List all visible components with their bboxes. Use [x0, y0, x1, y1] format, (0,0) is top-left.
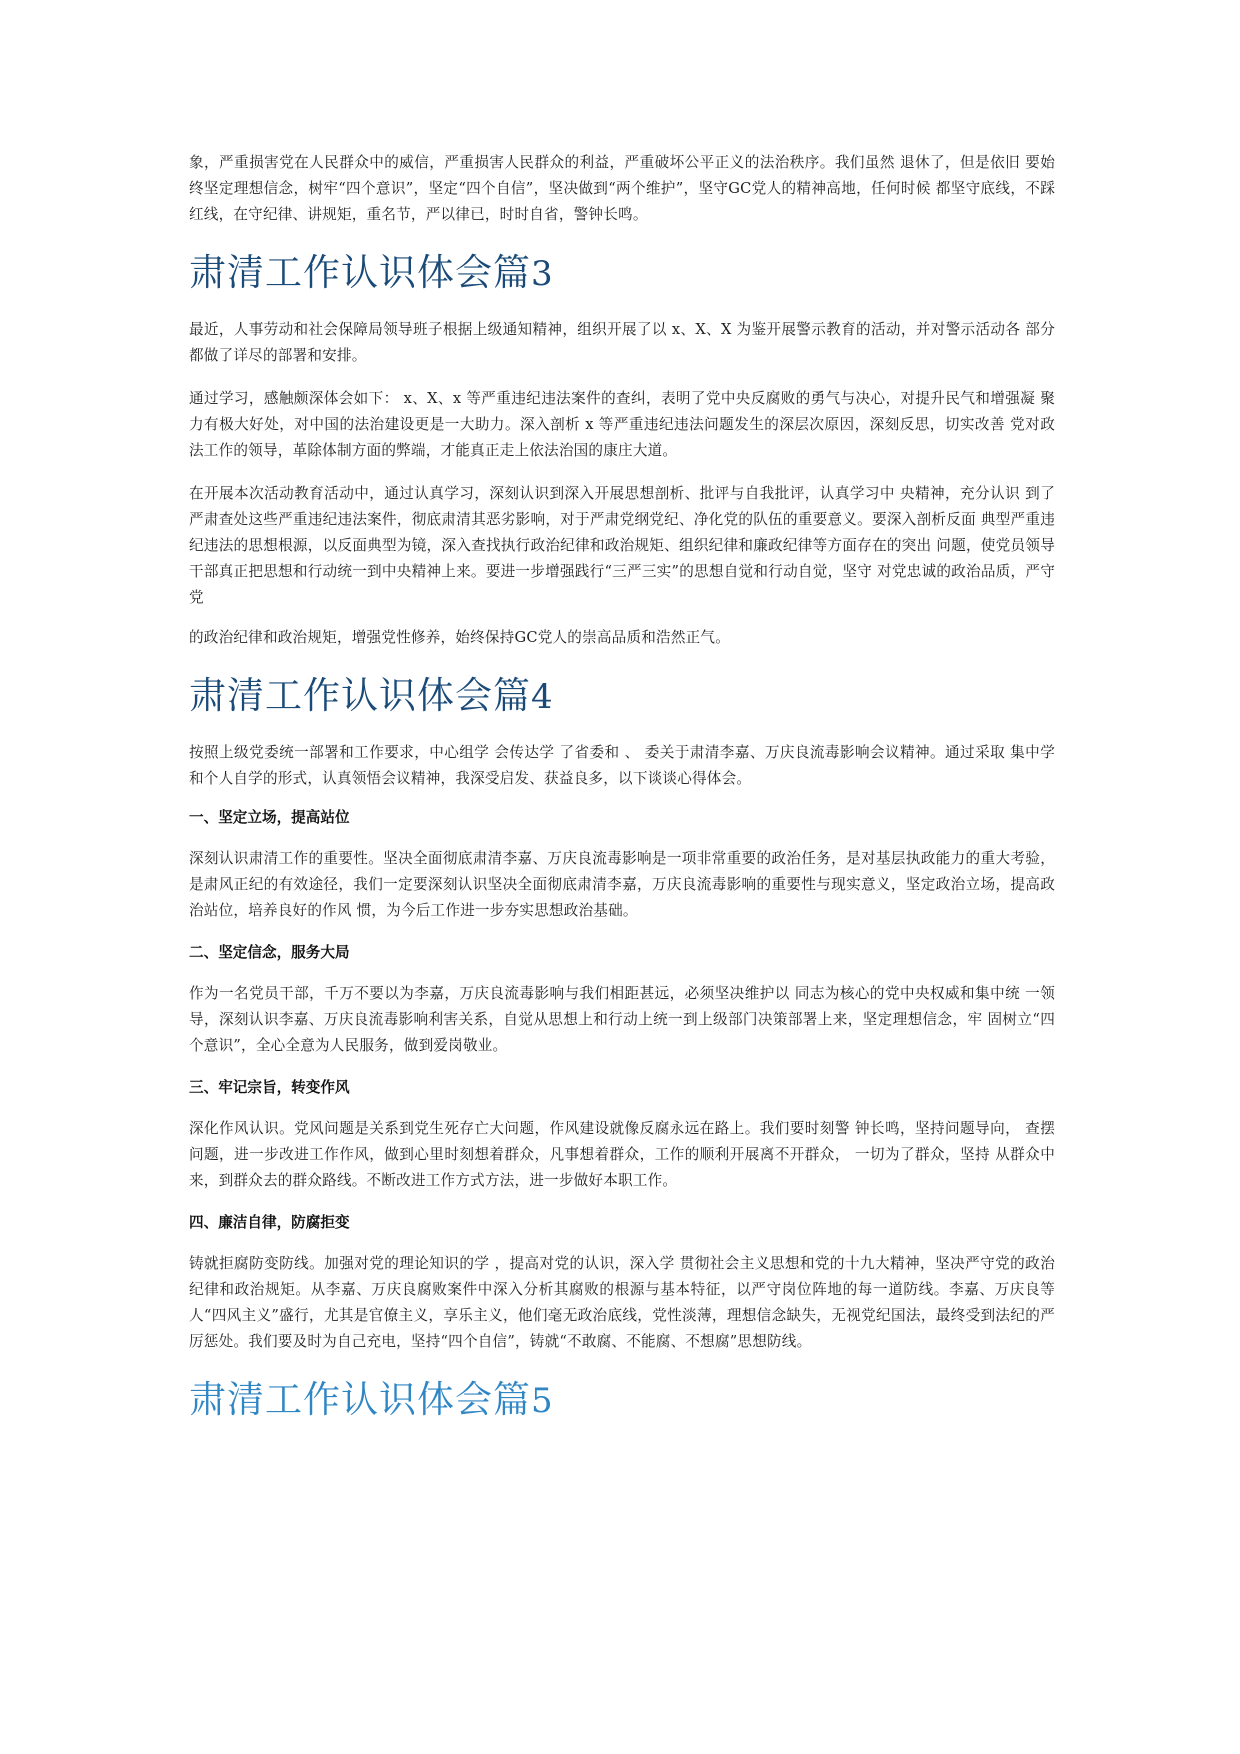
section-4-number: 4 [531, 677, 554, 717]
section-4-title: 肃清工作认识体会篇 [189, 674, 531, 717]
section-4-paragraph-3: 作为一名党员干部，千万不要以为李嘉，万庆良流毒影响与我们相距甚远，必须坚决维护以 同志为核心的党中央权威和集中统 一领导，深刻认识李嘉、万庆良流毒影响利害关系，自觉从思想上和行动上统一到上级部门决策部署上来，坚定理想信念，牢 固树立“四个意识”，全心全意为人民服务，做到爱岗敬业。 [189, 985, 1055, 1054]
section-5-number: 5 [531, 1381, 554, 1421]
section-3-paragraph-4: 的政治纪律和政治规矩，增强党性修养，始终保持GC党人的崇高品质和浩然正气。 [189, 629, 731, 646]
section-4-heading [189, 671, 1055, 722]
document-page [189, 150, 1055, 1444]
section-4-paragraph-2: 深刻认识肃清工作的重要性。坚决全面彻底肃清李嘉、万庆良流毒影响是一项非常重要的政治任务，是对基层执政能力的重大考验，是肃风正纪的有效途径，我们一定要深刻认识坚决全面彻底肃清李嘉，万庆良流毒影响的重要性与现实意义，坚定政治立场，提高政治站位，培养良好的作风 惯，为今后工作进一步夯实思想政治基础。 [189, 850, 1055, 919]
section-3-number: 3 [531, 254, 554, 294]
section-3-paragraph-2: 通过学习，感触颇深体会如下： x、X、x 等严重违纪违法案件的查纠，表明了党中央反腐败的勇气与决心，对提升民气和增强凝 聚力有极大好处，对中国的法治建设更是一大助力。深入剖析 x 等严重违纪违法问题发生的深层次原因，深刻反思，切实改善 党对政法工作的领导，革除体制方面的弊端，才能真正走上依法治国的康庄大道。 [189, 390, 1055, 459]
section-3-paragraph-1: 最近，人事劳动和社会保障局领导班子根据上级通知精神，组织开展了以 x、X、X 为鉴开展警示教育的活动，并对警示活动各 部分都做了详尽的部署和安排。 [189, 321, 1055, 364]
section-4-subheading-3: 三、牢记宗旨，转变作风 [189, 1079, 350, 1096]
section-3-paragraph-3: 在开展本次活动教育活动中，通过认真学习，深刻认识到深入开展思想剖析、批评与自我批评，认真学习中 央精神，充分认识 到了严肃查处这些严重违纪违法案件，彻底肃清其恶劣影响，对于严肃党纲党纪、净化党的队伍的重要意义。要深入剖析反面 典型严重违纪违法的思想根源，以反面典型为镜，深入查找执行政治纪律和政治规矩、组织纪律和廉政纪律等方面存在的突出 问题，使党员领导干部真正把思想和行动统一到中央精神上来。要进一步增强践行“三严三实”的思想自觉和行动自觉，坚守 对党忠诚的政治品质，严守党 [189, 485, 1055, 606]
section-5-heading [189, 1375, 1055, 1426]
section-4-paragraph-5: 铸就拒腐防变防线。加强对党的理论知识的学 ，提高对党的认识，深入学 贯彻社会主义思想和党的十九大精神，坚决严守党的政治纪律和政治规矩。从李嘉、万庆良腐败案件中深入分析其腐败的根源与基本特征，以严守岗位阵地的每一道防线。李嘉、万庆良等人“四风主义”盛行，尤其是官僚主义，享乐主义，他们毫无政治底线，党性淡薄，理想信念缺失，无视党纪国法，最终受到法纪的严厉惩处。我们要及时为自己充电，坚持“四个自信”，铸就“不敢腐、不能腐、不想腐”思想防线。 [189, 1255, 1055, 1350]
intro-paragraph: 象，严重损害党在人民群众中的威信，严重损害人民群众的利益，严重破坏公平正义的法治秩序。我们虽然 退休了，但是依旧 要始终坚定理想信念，树牢“四个意识”，坚定“四个自信”，坚决做到“两个维护”，坚守GC党人的精神高地，任何时候 都坚守底线，不踩红线，在守纪律、讲规矩，重名节，严以律已，时时自省，警钟长鸣。 [189, 154, 1055, 223]
section-5-title: 肃清工作认识体会篇 [189, 1378, 531, 1421]
section-4-paragraph-4: 深化作风认识。党风问题是关系到党生死存亡大问题，作风建设就像反腐永远在路上。我们要时刻警 钟长鸣，坚持问题导向， 查摆问题，进一步改进工作作风，做到心里时刻想着群众，凡事想着群众，工作的顺利开展离不开群众， 一切为了群众，坚持 从群众中来，到群众去的群众路线。不断改进工作方式方法，进一步做好本职工作。 [189, 1120, 1055, 1189]
section-3-heading [189, 248, 1055, 299]
section-4-subheading-2: 二、坚定信念，服务大局 [189, 944, 350, 961]
section-4-subheading-4: 四、廉洁自律，防腐拒变 [189, 1214, 350, 1231]
section-3-title: 肃清工作认识体会篇 [189, 251, 531, 294]
section-4-subheading-1: 一、坚定立场，提高站位 [189, 809, 350, 826]
section-4-paragraph-1: 按照上级党委统一部署和工作要求，中心组学 会传达学 了省委和 、 委关于肃清李嘉、万庆良流毒影响会议精神。通过采取 集中学 和个人自学的形式，认真领悟会议精神，我深受启发、获益良多，以下谈谈心得体会。 [189, 744, 1055, 787]
